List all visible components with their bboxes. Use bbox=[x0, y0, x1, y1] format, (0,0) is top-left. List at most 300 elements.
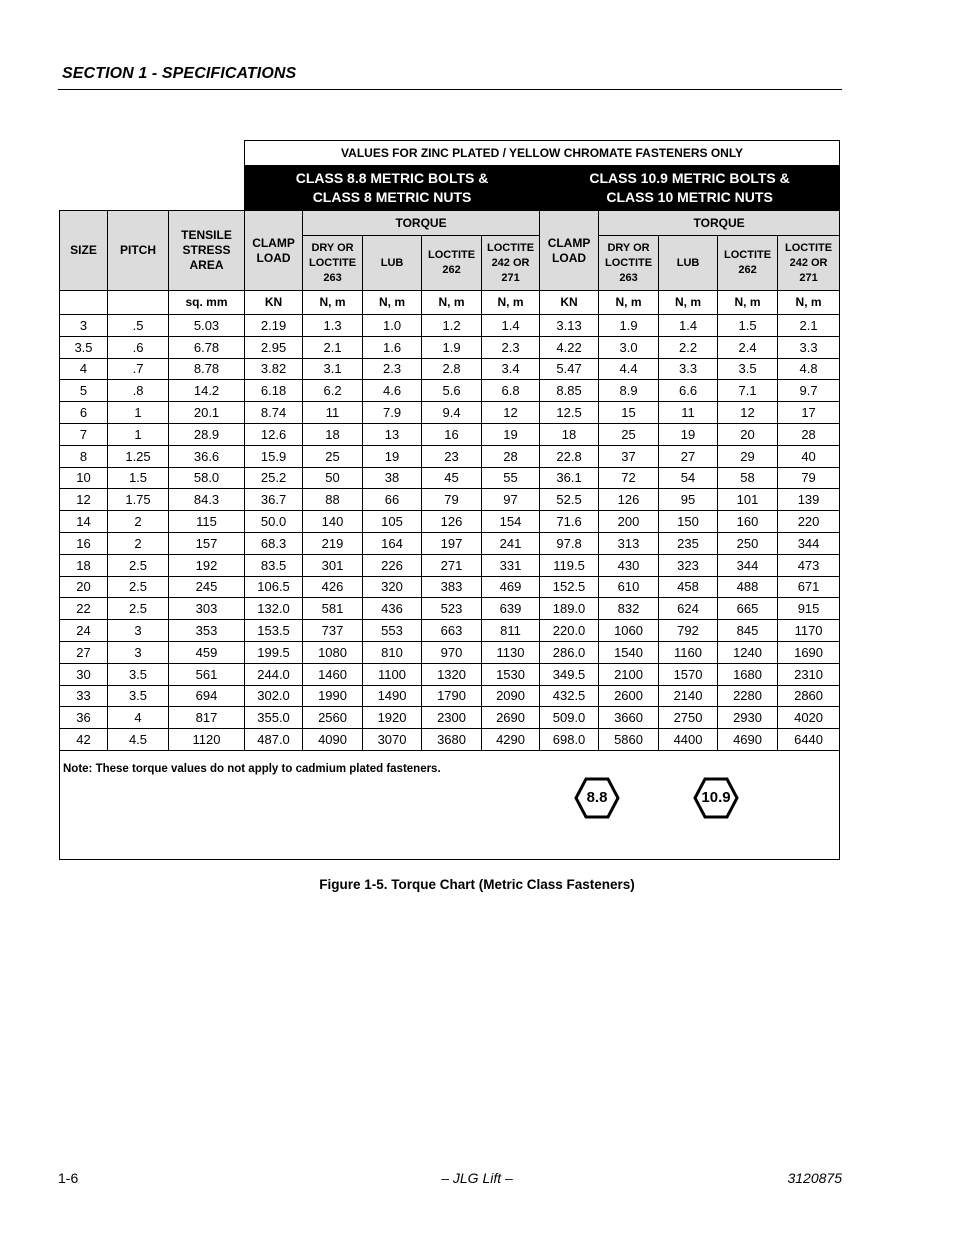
table-cell: 4.8 bbox=[778, 358, 840, 380]
lub-header-88: LUB bbox=[363, 236, 422, 291]
table-cell: 1.4 bbox=[482, 315, 540, 337]
unit-blank-size bbox=[60, 291, 108, 315]
table-cell: 36.6 bbox=[169, 445, 245, 467]
table-cell: 698.0 bbox=[540, 729, 599, 751]
table-cell: 4690 bbox=[718, 729, 778, 751]
unit-cell: KN bbox=[540, 291, 599, 315]
table-cell: 139 bbox=[778, 489, 840, 511]
table-cell: 1790 bbox=[422, 685, 482, 707]
table-cell: 1080 bbox=[303, 641, 363, 663]
table-cell: 7 bbox=[60, 423, 108, 445]
page-number: 1-6 bbox=[58, 1170, 79, 1186]
table-cell: 19 bbox=[659, 423, 718, 445]
table-cell: 38 bbox=[363, 467, 422, 489]
table-cell: 4.6 bbox=[363, 380, 422, 402]
table-cell: 639 bbox=[482, 598, 540, 620]
zinc-plated-note: VALUES FOR ZINC PLATED / YELLOW CHROMATE FASTENERS ONLY bbox=[245, 141, 840, 166]
l262-line-2: 262 bbox=[442, 264, 461, 276]
table-cell: 286.0 bbox=[540, 641, 599, 663]
table-cell: 10 bbox=[60, 467, 108, 489]
table-cell: 3.5 bbox=[718, 358, 778, 380]
document-number: 3120875 bbox=[787, 1170, 842, 1186]
table-cell: 3.5 bbox=[108, 685, 169, 707]
table-row bbox=[60, 663, 840, 685]
table-cell: 523 bbox=[422, 598, 482, 620]
table-cell: 331 bbox=[482, 554, 540, 576]
note-area bbox=[60, 750, 840, 859]
table-cell: .7 bbox=[108, 358, 169, 380]
unit-cell: N, m bbox=[718, 291, 778, 315]
table-cell: 459 bbox=[169, 641, 245, 663]
table-cell: 164 bbox=[363, 532, 422, 554]
loctite-242-header-88 bbox=[482, 236, 540, 291]
table-cell: 33 bbox=[60, 685, 108, 707]
table-cell: 42 bbox=[60, 729, 108, 751]
table-cell: 581 bbox=[303, 598, 363, 620]
table-row bbox=[60, 489, 840, 511]
table-cell: 271 bbox=[422, 554, 482, 576]
table-cell: 302.0 bbox=[245, 685, 303, 707]
table-cell: 2090 bbox=[482, 685, 540, 707]
table-cell: 97 bbox=[482, 489, 540, 511]
table-cell: 3.1 bbox=[303, 358, 363, 380]
table-cell: 5.03 bbox=[169, 315, 245, 337]
table-cell: 810 bbox=[363, 641, 422, 663]
class-10-9-line-2: CLASS 10 METRIC NUTS bbox=[606, 189, 773, 205]
table-cell: 3 bbox=[108, 641, 169, 663]
table-cell: 1130 bbox=[482, 641, 540, 663]
table-cell: 665 bbox=[718, 598, 778, 620]
table-cell: 4020 bbox=[778, 707, 840, 729]
table-row bbox=[60, 598, 840, 620]
table-cell: 1160 bbox=[659, 641, 718, 663]
table-cell: 1.5 bbox=[718, 315, 778, 337]
table-cell: 19 bbox=[482, 423, 540, 445]
table-cell: 15 bbox=[599, 402, 659, 424]
table-cell: 1490 bbox=[363, 685, 422, 707]
l242-line-2: 242 OR bbox=[789, 256, 828, 269]
table-row bbox=[60, 423, 840, 445]
table-cell: 6.2 bbox=[303, 380, 363, 402]
table-cell: 157 bbox=[169, 532, 245, 554]
table-cell: 2310 bbox=[778, 663, 840, 685]
table-cell: 52.5 bbox=[540, 489, 599, 511]
l242-line-1: LOCTITE bbox=[785, 241, 833, 254]
table-cell: 68.3 bbox=[245, 532, 303, 554]
table-cell: 2.4 bbox=[718, 336, 778, 358]
table-cell: 5.6 bbox=[422, 380, 482, 402]
table-cell: 1.75 bbox=[108, 489, 169, 511]
unit-cell: sq. mm bbox=[169, 291, 245, 315]
clamp-line-1: CLAMP bbox=[252, 235, 295, 250]
class-8-8-line-2: CLASS 8 METRIC NUTS bbox=[312, 189, 472, 205]
table-cell: 2.3 bbox=[482, 336, 540, 358]
table-cell: 2280 bbox=[718, 685, 778, 707]
table-cell: 4 bbox=[108, 707, 169, 729]
table-cell: 4.22 bbox=[540, 336, 599, 358]
table-cell: 11 bbox=[659, 402, 718, 424]
table-cell: 1240 bbox=[718, 641, 778, 663]
table-cell: 469 bbox=[482, 576, 540, 598]
table-row bbox=[60, 445, 840, 467]
table-cell: 1 bbox=[108, 402, 169, 424]
table-cell: 561 bbox=[169, 663, 245, 685]
l242-line-3: 271 bbox=[799, 271, 818, 284]
table-row bbox=[60, 336, 840, 358]
table-cell: 2.5 bbox=[108, 598, 169, 620]
class-10-9-head-marking bbox=[693, 777, 739, 819]
table-cell: 1690 bbox=[778, 641, 840, 663]
table-cell: 473 bbox=[778, 554, 840, 576]
table-cell: 2 bbox=[108, 532, 169, 554]
table-cell: 20.1 bbox=[169, 402, 245, 424]
unit-cell: N, m bbox=[778, 291, 840, 315]
table-cell: 2750 bbox=[659, 707, 718, 729]
table-row bbox=[60, 554, 840, 576]
table-cell: 79 bbox=[778, 467, 840, 489]
table-cell: 219 bbox=[303, 532, 363, 554]
pitch-header: PITCH bbox=[108, 211, 169, 291]
table-cell: 79 bbox=[422, 489, 482, 511]
table-cell: 1.4 bbox=[659, 315, 718, 337]
table-cell: 150 bbox=[659, 511, 718, 533]
table-cell: 3.0 bbox=[599, 336, 659, 358]
table-cell: 792 bbox=[659, 620, 718, 642]
table-cell: 9.4 bbox=[422, 402, 482, 424]
table-cell: 1.2 bbox=[422, 315, 482, 337]
table-row bbox=[60, 576, 840, 598]
table-cell: 8.9 bbox=[599, 380, 659, 402]
table-cell: 6.6 bbox=[659, 380, 718, 402]
table-cell: 200 bbox=[599, 511, 659, 533]
footer-brand: – JLG Lift – bbox=[441, 1170, 513, 1186]
tensile-line-2: STRESS bbox=[182, 243, 231, 257]
table-cell: 4.4 bbox=[599, 358, 659, 380]
table-cell: 663 bbox=[422, 620, 482, 642]
table-cell: 487.0 bbox=[245, 729, 303, 751]
unit-cell: N, m bbox=[482, 291, 540, 315]
clamp-load-header-109 bbox=[540, 211, 599, 291]
table-cell: 22.8 bbox=[540, 445, 599, 467]
dry-line-3: 263 bbox=[323, 271, 342, 284]
table-cell: 30 bbox=[60, 663, 108, 685]
table-row bbox=[60, 620, 840, 642]
section-title: SECTION 1 - SPECIFICATIONS bbox=[62, 65, 297, 82]
table-cell: 15.9 bbox=[245, 445, 303, 467]
section-divider bbox=[58, 89, 842, 90]
unit-cell: N, m bbox=[363, 291, 422, 315]
table-cell: 1120 bbox=[169, 729, 245, 751]
dry-loctite-header-88 bbox=[303, 236, 363, 291]
l242-line-2: 242 OR bbox=[491, 256, 530, 269]
table-cell: 220.0 bbox=[540, 620, 599, 642]
unit-blank-pitch bbox=[108, 291, 169, 315]
table-cell: 14.2 bbox=[169, 380, 245, 402]
table-cell: 160 bbox=[718, 511, 778, 533]
table-cell: 3.13 bbox=[540, 315, 599, 337]
table-cell: 12 bbox=[482, 402, 540, 424]
table-cell: 84.3 bbox=[169, 489, 245, 511]
table-cell: 3 bbox=[60, 315, 108, 337]
table-cell: 2.5 bbox=[108, 576, 169, 598]
table-cell: 105 bbox=[363, 511, 422, 533]
table-cell: 27 bbox=[60, 641, 108, 663]
table-cell: 245 bbox=[169, 576, 245, 598]
l262-line-1: LOCTITE bbox=[724, 249, 772, 261]
table-cell: 241 bbox=[482, 532, 540, 554]
class-8-8-header bbox=[245, 166, 540, 211]
table-cell: 313 bbox=[599, 532, 659, 554]
table-cell: .5 bbox=[108, 315, 169, 337]
table-cell: 25 bbox=[303, 445, 363, 467]
table-cell: 106.5 bbox=[245, 576, 303, 598]
table-cell: 6440 bbox=[778, 729, 840, 751]
table-cell: 83.5 bbox=[245, 554, 303, 576]
table-cell: 132.0 bbox=[245, 598, 303, 620]
table-cell: 3.3 bbox=[659, 358, 718, 380]
table-cell: 27 bbox=[659, 445, 718, 467]
table-cell: 610 bbox=[599, 576, 659, 598]
table-cell: 18 bbox=[303, 423, 363, 445]
table-cell: 355.0 bbox=[245, 707, 303, 729]
table-cell: 1 bbox=[108, 423, 169, 445]
l242-line-1: LOCTITE bbox=[487, 241, 535, 254]
table-cell: 45 bbox=[422, 467, 482, 489]
table-cell: 3.82 bbox=[245, 358, 303, 380]
table-cell: 28 bbox=[482, 445, 540, 467]
table-row bbox=[60, 402, 840, 424]
table-cell: 8.74 bbox=[245, 402, 303, 424]
table-cell: 95 bbox=[659, 489, 718, 511]
table-cell: 2140 bbox=[659, 685, 718, 707]
table-cell: 1.25 bbox=[108, 445, 169, 467]
table-cell: 432.5 bbox=[540, 685, 599, 707]
table-cell: 126 bbox=[422, 511, 482, 533]
table-cell: 2930 bbox=[718, 707, 778, 729]
table-row bbox=[60, 315, 840, 337]
table-cell: 250 bbox=[718, 532, 778, 554]
table-cell: 1540 bbox=[599, 641, 659, 663]
table-row bbox=[60, 532, 840, 554]
table-cell: 2 bbox=[108, 511, 169, 533]
badge-8-8-label: 8.8 bbox=[586, 788, 608, 806]
table-row bbox=[60, 358, 840, 380]
table-cell: 1570 bbox=[659, 663, 718, 685]
table-cell: 97.8 bbox=[540, 532, 599, 554]
table-cell: 226 bbox=[363, 554, 422, 576]
table-cell: 54 bbox=[659, 467, 718, 489]
table-cell: .6 bbox=[108, 336, 169, 358]
tensile-line-1: TENSILE bbox=[181, 228, 232, 242]
l262-line-2: 262 bbox=[738, 264, 757, 276]
table-cell: 488 bbox=[718, 576, 778, 598]
table-cell: 2560 bbox=[303, 707, 363, 729]
table-cell: 6 bbox=[60, 402, 108, 424]
table-cell: 17 bbox=[778, 402, 840, 424]
table-cell: 1460 bbox=[303, 663, 363, 685]
table-cell: 509.0 bbox=[540, 707, 599, 729]
table-cell: 244.0 bbox=[245, 663, 303, 685]
table-cell: 1.5 bbox=[108, 467, 169, 489]
table-cell: 153.5 bbox=[245, 620, 303, 642]
torque-header-109: TORQUE bbox=[599, 211, 840, 236]
table-cell: 3680 bbox=[422, 729, 482, 751]
l262-line-1: LOCTITE bbox=[428, 249, 476, 261]
table-cell: 2.5 bbox=[108, 554, 169, 576]
table-cell: 16 bbox=[422, 423, 482, 445]
table-cell: 1170 bbox=[778, 620, 840, 642]
table-cell: 4290 bbox=[482, 729, 540, 751]
table-cell: 199.5 bbox=[245, 641, 303, 663]
table-cell: 197 bbox=[422, 532, 482, 554]
class-10-9-line-1: CLASS 10.9 METRIC BOLTS & bbox=[589, 170, 790, 186]
table-cell: 737 bbox=[303, 620, 363, 642]
table-cell: 671 bbox=[778, 576, 840, 598]
clamp-line-2: LOAD bbox=[552, 250, 587, 265]
table-cell: 2690 bbox=[482, 707, 540, 729]
clamp-line-1: CLAMP bbox=[547, 235, 591, 250]
table-cell: 13 bbox=[363, 423, 422, 445]
loctite-242-header-109 bbox=[778, 236, 840, 291]
table-cell: 1060 bbox=[599, 620, 659, 642]
table-cell: 20 bbox=[60, 576, 108, 598]
table-cell: 832 bbox=[599, 598, 659, 620]
table-cell: 2.1 bbox=[303, 336, 363, 358]
table-cell: 1920 bbox=[363, 707, 422, 729]
table-cell: 4 bbox=[60, 358, 108, 380]
table-cell: 8.85 bbox=[540, 380, 599, 402]
unit-cell: KN bbox=[245, 291, 303, 315]
unit-cell: N, m bbox=[303, 291, 363, 315]
clamp-line-2: LOAD bbox=[256, 250, 291, 265]
table-cell: 2600 bbox=[599, 685, 659, 707]
table-row bbox=[60, 467, 840, 489]
table-cell: 50 bbox=[303, 467, 363, 489]
table-cell: 192 bbox=[169, 554, 245, 576]
table-cell: 3 bbox=[108, 620, 169, 642]
table-cell: 12 bbox=[60, 489, 108, 511]
torque-chart-table bbox=[59, 140, 840, 860]
table-cell: 37 bbox=[599, 445, 659, 467]
table-cell: 301 bbox=[303, 554, 363, 576]
table-cell: 2100 bbox=[599, 663, 659, 685]
lub-header-109: LUB bbox=[659, 236, 718, 291]
table-cell: 1.0 bbox=[363, 315, 422, 337]
table-cell: 14 bbox=[60, 511, 108, 533]
table-cell: 344 bbox=[778, 532, 840, 554]
table-cell: 817 bbox=[169, 707, 245, 729]
dry-line-2: LOCTITE bbox=[309, 256, 357, 269]
table-cell: 25 bbox=[599, 423, 659, 445]
table-cell: 8 bbox=[60, 445, 108, 467]
table-cell: 28 bbox=[778, 423, 840, 445]
unit-cell: N, m bbox=[599, 291, 659, 315]
table-cell: 24 bbox=[60, 620, 108, 642]
table-cell: 50.0 bbox=[245, 511, 303, 533]
table-cell: 11 bbox=[303, 402, 363, 424]
table-cell: 6.78 bbox=[169, 336, 245, 358]
unit-cell: N, m bbox=[659, 291, 718, 315]
table-cell: 624 bbox=[659, 598, 718, 620]
table-cell: .8 bbox=[108, 380, 169, 402]
table-cell: 4090 bbox=[303, 729, 363, 751]
table-cell: 1100 bbox=[363, 663, 422, 685]
table-cell: 436 bbox=[363, 598, 422, 620]
table-cell: 189.0 bbox=[540, 598, 599, 620]
table-cell: 7.9 bbox=[363, 402, 422, 424]
table-cell: 2.95 bbox=[245, 336, 303, 358]
table-cell: 2860 bbox=[778, 685, 840, 707]
table-cell: 344 bbox=[718, 554, 778, 576]
table-cell: 66 bbox=[363, 489, 422, 511]
badge-10-9-label: 10.9 bbox=[701, 788, 731, 806]
table-cell: 29 bbox=[718, 445, 778, 467]
table-cell: 40 bbox=[778, 445, 840, 467]
table-cell: 23 bbox=[422, 445, 482, 467]
table-cell: 553 bbox=[363, 620, 422, 642]
table-cell: 16 bbox=[60, 532, 108, 554]
tensile-line-3: AREA bbox=[189, 258, 224, 272]
torque-header-88: TORQUE bbox=[303, 211, 540, 236]
table-cell: 58.0 bbox=[169, 467, 245, 489]
table-cell: 5 bbox=[60, 380, 108, 402]
table-cell: 1530 bbox=[482, 663, 540, 685]
dry-line-1: DRY OR bbox=[607, 241, 650, 254]
table-cell: 1.9 bbox=[422, 336, 482, 358]
table-cell: 353 bbox=[169, 620, 245, 642]
table-cell: 55 bbox=[482, 467, 540, 489]
table-cell: 3.5 bbox=[60, 336, 108, 358]
table-row bbox=[60, 685, 840, 707]
table-cell: 3070 bbox=[363, 729, 422, 751]
l242-line-3: 271 bbox=[501, 271, 520, 284]
table-cell: 694 bbox=[169, 685, 245, 707]
table-cell: 152.5 bbox=[540, 576, 599, 598]
table-cell: 101 bbox=[718, 489, 778, 511]
table-cell: 2.19 bbox=[245, 315, 303, 337]
dry-line-3: 263 bbox=[619, 271, 638, 284]
table-cell: 1.6 bbox=[363, 336, 422, 358]
dry-line-1: DRY OR bbox=[311, 241, 354, 254]
table-cell: 5.47 bbox=[540, 358, 599, 380]
table-cell: 12.5 bbox=[540, 402, 599, 424]
table-cell: 20 bbox=[718, 423, 778, 445]
table-cell: 36 bbox=[60, 707, 108, 729]
table-cell: 3.5 bbox=[108, 663, 169, 685]
table-cell: 58 bbox=[718, 467, 778, 489]
table-cell: 220 bbox=[778, 511, 840, 533]
table-cell: 1.9 bbox=[599, 315, 659, 337]
dry-loctite-header-109 bbox=[599, 236, 659, 291]
table-cell: 4400 bbox=[659, 729, 718, 751]
table-cell: 303 bbox=[169, 598, 245, 620]
table-cell: 12.6 bbox=[245, 423, 303, 445]
header-spacer bbox=[60, 141, 245, 211]
figure-caption: Figure 1-5. Torque Chart (Metric Class Fasteners) bbox=[319, 877, 635, 892]
table-cell: 970 bbox=[422, 641, 482, 663]
loctite-262-header-109 bbox=[718, 236, 778, 291]
table-row bbox=[60, 707, 840, 729]
table-cell: 5860 bbox=[599, 729, 659, 751]
table-cell: 915 bbox=[778, 598, 840, 620]
table-cell: 22 bbox=[60, 598, 108, 620]
table-row bbox=[60, 641, 840, 663]
table-cell: 320 bbox=[363, 576, 422, 598]
loctite-262-header-88 bbox=[422, 236, 482, 291]
table-cell: 1.3 bbox=[303, 315, 363, 337]
table-cell: 2.2 bbox=[659, 336, 718, 358]
table-cell: 2300 bbox=[422, 707, 482, 729]
